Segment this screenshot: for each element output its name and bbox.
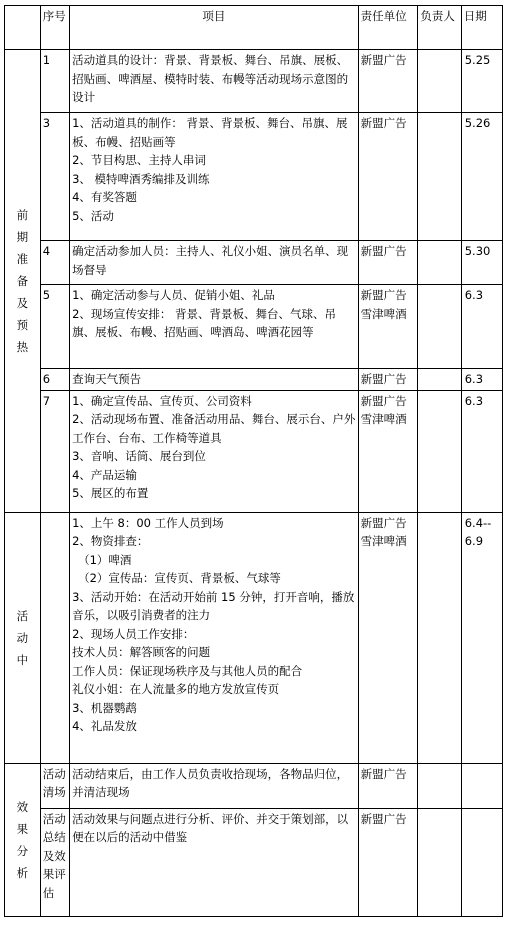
unit-line: 雪津啤酒 (360, 534, 407, 548)
row-date: 5.26 (461, 113, 502, 241)
item-line: 5、展区的布置 (72, 486, 149, 500)
item-line: 活动效果与问题点进行分析、评价、并交于策划部，以便在以后的活动中借鉴 (72, 811, 349, 844)
row-owner (418, 241, 461, 285)
header-unit: 责任单位 (358, 6, 418, 50)
header-owner: 负责人 (418, 6, 461, 50)
row-owner (418, 113, 461, 241)
activity-schedule-table (4, 5, 503, 917)
row-number: 4 (40, 241, 69, 285)
table-row (5, 113, 503, 241)
unit-line: 雪津啤酒 (360, 306, 407, 321)
phase-char: 期 (16, 229, 29, 244)
table-row (5, 285, 503, 369)
row-owner (418, 763, 461, 808)
phase-char: 热 (16, 339, 29, 354)
unit-line: 新盟广告 (360, 288, 407, 302)
item-line: 礼仪小姐：在人流量多的地方发放宣传页 (72, 682, 280, 696)
row-item (70, 390, 359, 512)
phase-char: 活 (16, 608, 29, 623)
row-item (70, 808, 359, 916)
item-line: （2）宣传品：宣传页、背景板、气球等 (78, 571, 281, 585)
header-row (5, 6, 503, 50)
item-line: 2、现场人员工作安排： (72, 626, 195, 641)
item-line: 1、确定活动参与人员、促销小姐、礼品 (72, 288, 275, 302)
item-line: 2、活动现场布置、准备活动用品、舞台、展示台、户外工作台、台布、工作椅等道具 (72, 412, 356, 445)
row-date: 6.3 (461, 390, 502, 512)
row-date: 5.25 (461, 50, 502, 113)
item-line: 技术人员：解答顾客的问题 (72, 645, 211, 659)
item-line: 3、机器鹦鹉 (72, 700, 137, 715)
item-line: 2、现场宣传安排： 背景、背景板、舞台、气球、吊旗、展板、布幔、招贴画、啤酒岛、啤酒花园等 (72, 306, 337, 339)
item-line: 确定活动参加人员：主持人、礼仪小姐、演员名单、现场督导 (72, 244, 349, 277)
header-item: 项目 (70, 6, 359, 50)
unit-line: 新盟广告 (360, 372, 407, 386)
phase-char: 动 (16, 630, 29, 645)
unit-line: 新盟广告 (360, 393, 407, 408)
item-line: 查询天气预告 (72, 372, 142, 386)
phase-char: 析 (16, 865, 29, 880)
row-owner (418, 50, 461, 113)
row-owner (418, 285, 461, 369)
row-unit (358, 808, 418, 916)
row-date: 6.4--6.9 (461, 512, 502, 763)
item-line: （1）啤酒 (78, 552, 132, 567)
row-date (461, 763, 502, 808)
row-owner (418, 512, 461, 763)
row-unit (358, 113, 418, 241)
item-line: 3、 模特啤酒秀编排及训练 (72, 171, 210, 186)
phase-char: 中 (16, 652, 29, 667)
phase-char: 果 (16, 821, 29, 836)
phase-char: 预 (16, 317, 29, 332)
row-date (461, 808, 502, 916)
unit-line: 雪津啤酒 (360, 412, 407, 426)
row-item (70, 241, 359, 285)
table-row (5, 763, 503, 808)
row-date: 6.3 (461, 369, 502, 391)
row-unit (358, 241, 418, 285)
item-line: 1、确定宣传品、宣传页、公司资料 (72, 393, 252, 408)
table-row (5, 50, 503, 113)
row-number: 1 (40, 50, 69, 113)
row-item (70, 285, 359, 369)
header-phase (5, 6, 41, 50)
table-row (5, 390, 503, 512)
row-unit (358, 369, 418, 391)
row-item (70, 763, 359, 808)
item-line: 工作人员：保证现场秩序及与其他人员的配合 (72, 663, 303, 678)
row-item (70, 50, 359, 113)
row-date: 5.30 (461, 241, 502, 285)
row-unit (358, 285, 418, 369)
unit-line: 新盟广告 (360, 244, 407, 258)
table-row (5, 512, 503, 763)
phase-char: 效 (16, 799, 29, 814)
row-item (70, 369, 359, 391)
row-number: 5 (40, 285, 69, 369)
unit-line: 新盟广告 (360, 811, 407, 826)
row-item (70, 512, 359, 763)
row-date: 6.3 (461, 285, 502, 369)
item-line: 1、上午 8：00 工作人员到场 (72, 515, 224, 530)
phase-char: 及 (16, 295, 29, 310)
row-owner (418, 390, 461, 512)
phase-during (5, 512, 41, 763)
header-no: 序号 (40, 6, 69, 50)
row-number: 3 (40, 113, 69, 241)
phase-char: 准 (16, 251, 29, 266)
item-line: 活动道具的设计：背景、背景板、舞台、吊旗、展板、招贴画、啤酒屋、模特时装、布幔等活动现场示意图的设计 (72, 53, 349, 104)
item-line: 4、产品运输 (72, 467, 137, 482)
item-line: 2、节目构思、主持人串词 (72, 153, 206, 167)
phase-char: 前 (16, 207, 29, 222)
item-line: 3、音响、话筒、展台到位 (72, 449, 206, 463)
header-date: 日期 (461, 6, 502, 50)
item-line: 4、有奖答题 (72, 190, 137, 204)
table-row (5, 241, 503, 285)
item-line: 3、活动开始：在活动开始前 15 分钟，打开音响，播放音乐，以吸引消费者的注力 (72, 589, 355, 622)
row-number: 6 (40, 369, 69, 391)
row-owner (418, 808, 461, 916)
unit-line: 新盟广告 (360, 766, 407, 781)
row-number: 活动清场 (40, 763, 69, 808)
unit-line: 新盟广告 (360, 116, 407, 130)
row-unit (358, 512, 418, 763)
phase-char: 分 (16, 843, 29, 858)
row-number: 7 (40, 390, 69, 512)
phase-effect (5, 763, 41, 916)
row-number (40, 512, 69, 763)
unit-line: 新盟广告 (360, 515, 407, 530)
phase-char: 备 (16, 273, 29, 288)
table-row (5, 369, 503, 391)
phase-prep (5, 50, 41, 513)
item-line: 1、活动道具的制作： 背景、背景板、舞台、吊旗、展板、布幔、招贴画等 (72, 116, 348, 149)
table-row (5, 808, 503, 916)
item-line: 活动结束后，由工作人员负责收拾现场，各物品归位，并清洁现场 (72, 766, 349, 799)
row-unit (358, 50, 418, 113)
row-unit (358, 390, 418, 512)
item-line: 4、礼品发放 (72, 719, 137, 733)
row-number: 活动总结及效果评估 (40, 808, 69, 916)
row-item (70, 113, 359, 241)
row-owner (418, 369, 461, 391)
item-line: 5、活动 (72, 208, 114, 223)
item-line: 2、物资排查： (72, 534, 149, 548)
row-unit (358, 763, 418, 808)
unit-line: 新盟广告 (360, 53, 407, 67)
